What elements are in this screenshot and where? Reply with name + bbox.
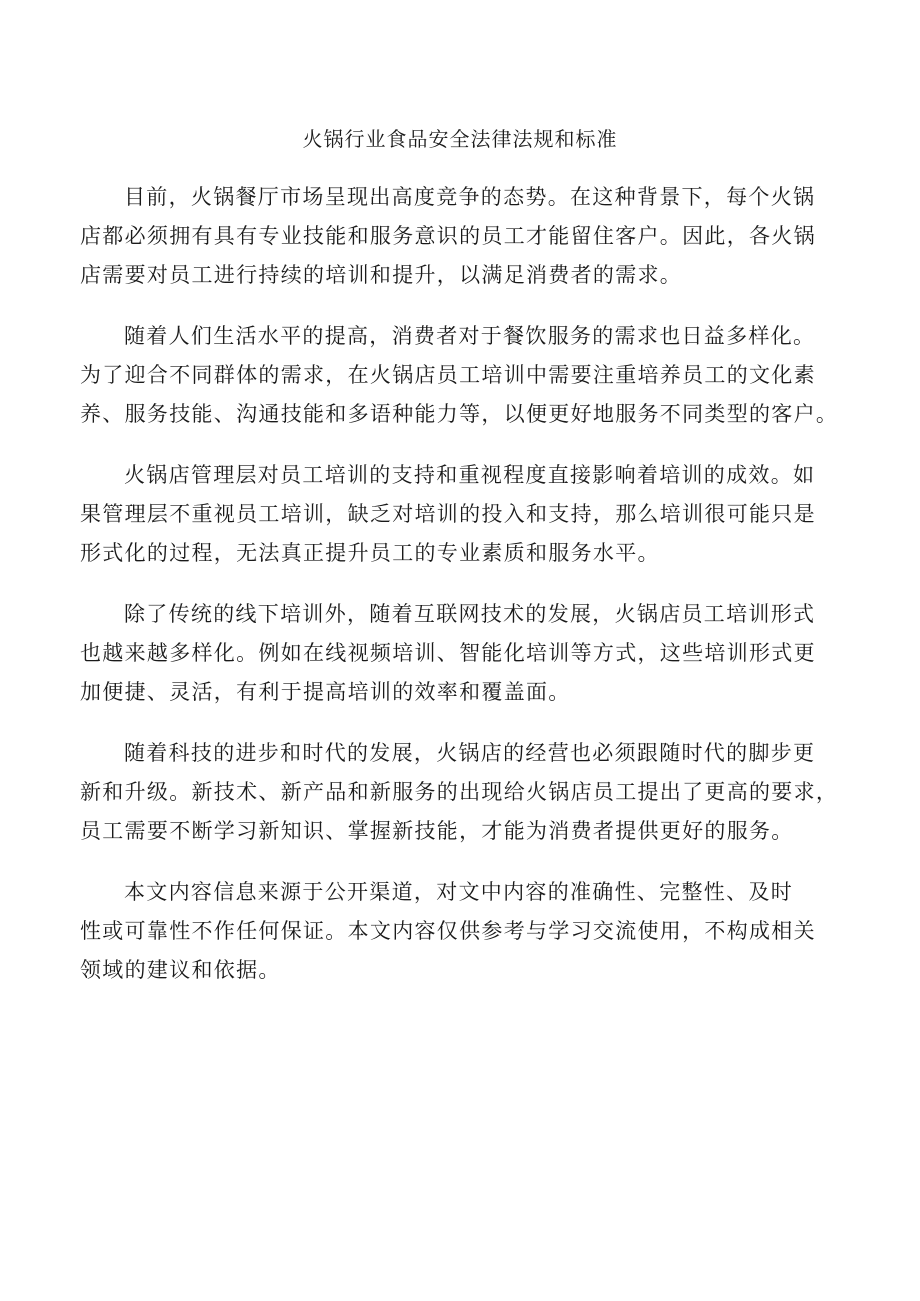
paragraph-line: 随着人们生活水平的提高，消费者对于餐饮服务的需求也日益多样化。 (124, 324, 816, 348)
paragraph-line: 果管理层不重视员工培训，缺乏对培训的投入和支持，那么培训很可能只是 (80, 502, 816, 526)
paragraph-5 (80, 734, 840, 851)
paragraph-line: 本文内容信息来源于公开渠道，对文中内容的准确性、完整性、及时 (124, 880, 793, 904)
paragraph-line: 随着科技的进步和时代的发展，火锅店的经营也必须跟随时代的脚步更 (124, 741, 816, 765)
paragraph-line: 店需要对员工进行持续的培训和提升，以满足消费者的需求。 (80, 263, 683, 287)
paragraph-line: 也越来越多样化。例如在线视频培训、智能化培训等方式，这些培训形式更 (80, 641, 816, 665)
paragraph-line: 员工需要不断学习新知识、掌握新技能，才能为消费者提供更好的服务。 (80, 819, 794, 843)
paragraph-line: 养、服务技能、沟通技能和多语种能力等，以便更好地服务不同类型的客户。 (80, 402, 839, 426)
document-body (80, 178, 840, 1012)
paragraph-3 (80, 456, 840, 573)
document-title: 火锅行业食品安全法律法规和标准 (302, 127, 618, 151)
paragraph-6 (80, 873, 840, 990)
paragraph-line: 目前，火锅餐厅市场呈现出高度竞争的态势。在这种背景下，每个火锅 (124, 185, 816, 209)
paragraph-2 (80, 317, 840, 434)
paragraph-4 (80, 595, 840, 712)
paragraph-line: 领域的建议和依据。 (80, 958, 281, 982)
paragraph-line: 火锅店管理层对员工培训的支持和重视程度直接影响着培训的成效。如 (124, 463, 816, 487)
paragraph-line: 性或可靠性不作任何保证。本文内容仅供参考与学习交流使用，不构成相关 (80, 919, 816, 943)
paragraph-line: 加便捷、灵活，有利于提高培训的效率和覆盖面。 (80, 680, 571, 704)
paragraph-1 (80, 178, 840, 295)
paragraph-line: 除了传统的线下培训外，随着互联网技术的发展，火锅店员工培训形式 (124, 602, 816, 626)
paragraph-line: 新和升级。新技术、新产品和新服务的出现给火锅店员工提出了更高的要求， (80, 780, 839, 804)
paragraph-line: 形式化的过程，无法真正提升员工的专业素质和服务水平。 (80, 541, 660, 565)
paragraph-line: 为了迎合不同群体的需求，在火锅店员工培训中需要注重培养员工的文化素 (80, 363, 816, 387)
paragraph-line: 店都必须拥有具有专业技能和服务意识的员工才能留住客户。因此，各火锅 (80, 224, 816, 248)
